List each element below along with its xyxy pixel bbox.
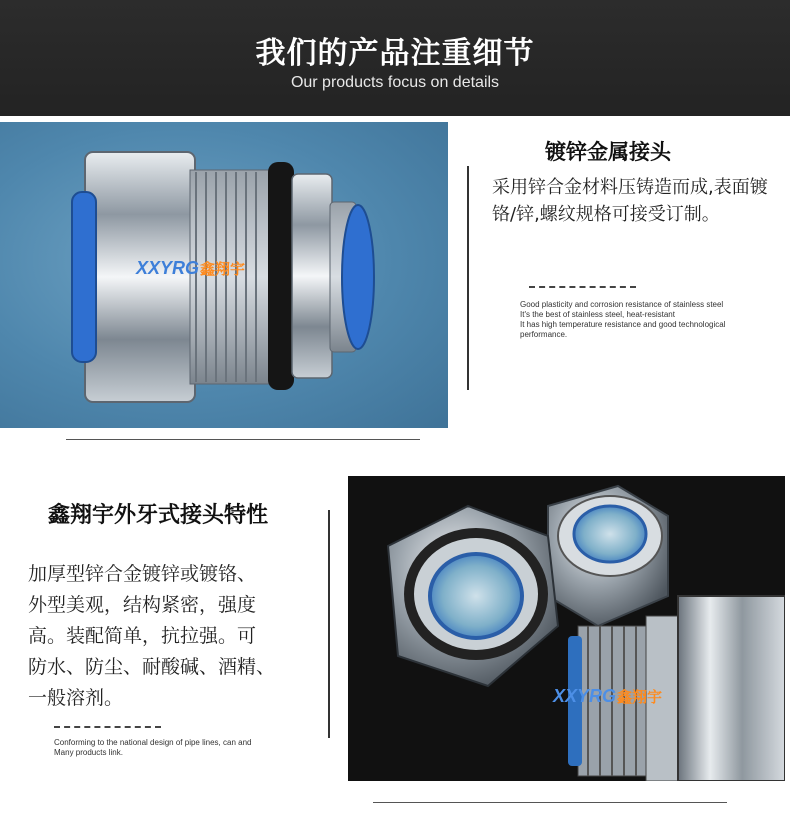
note-line: Conforming to the national design of pipe lines, can and <box>54 738 252 747</box>
note-line: Many products link. <box>54 748 123 757</box>
section2-title: 鑫翔宇外牙式接头特性 <box>48 503 269 528</box>
dashed-separator <box>529 286 636 288</box>
page-title: 我们的产品注重细节 <box>255 36 535 71</box>
section2-description <box>28 559 318 714</box>
note-line: It has high temperature resistance and good technological <box>520 320 726 329</box>
watermark-logo-cn: 鑫翔宇 <box>200 260 246 278</box>
page-subtitle: Our products focus on details <box>290 74 500 91</box>
watermark-logo-text: XXYRG <box>553 686 617 706</box>
description-line: 外型美观，结构紧密，强度 <box>28 594 257 616</box>
description-line: 加厚型锌合金镀锌或镀铬、 <box>28 563 257 585</box>
section2-vertical-rule <box>328 510 330 738</box>
product-photo-male-thread-connectors <box>348 476 785 781</box>
section1-divider <box>66 439 420 440</box>
note-line: Good plasticity and corrosion resistance of stainless steel <box>520 300 724 309</box>
description-line: 高。装配简单，抗拉强。可 <box>28 625 257 647</box>
section1-vertical-rule <box>467 166 469 390</box>
section2-divider <box>373 802 727 803</box>
section1-notes <box>520 300 780 340</box>
description-line: 防水、防尘、耐酸碱、酒精、 <box>28 656 276 678</box>
section1-title: 镀锌金属接头 <box>545 140 671 164</box>
note-line: performance. <box>520 330 568 339</box>
dashed-separator <box>54 726 161 728</box>
watermark-logo-text: XXYRG <box>136 258 200 278</box>
section2-notes <box>54 738 304 758</box>
section1-description: 采用锌合金材料压铸造而成,表面镀铬/锌,螺纹规格可接受订制。 <box>492 177 768 225</box>
product-photo-galvanized-connector <box>0 122 448 428</box>
description-line: 一般溶剂。 <box>28 687 124 709</box>
note-line: It's the best of stainless steel, heat-resistant <box>520 310 675 319</box>
header-banner <box>0 0 790 116</box>
watermark-logo-cn: 鑫翔宇 <box>617 688 663 706</box>
